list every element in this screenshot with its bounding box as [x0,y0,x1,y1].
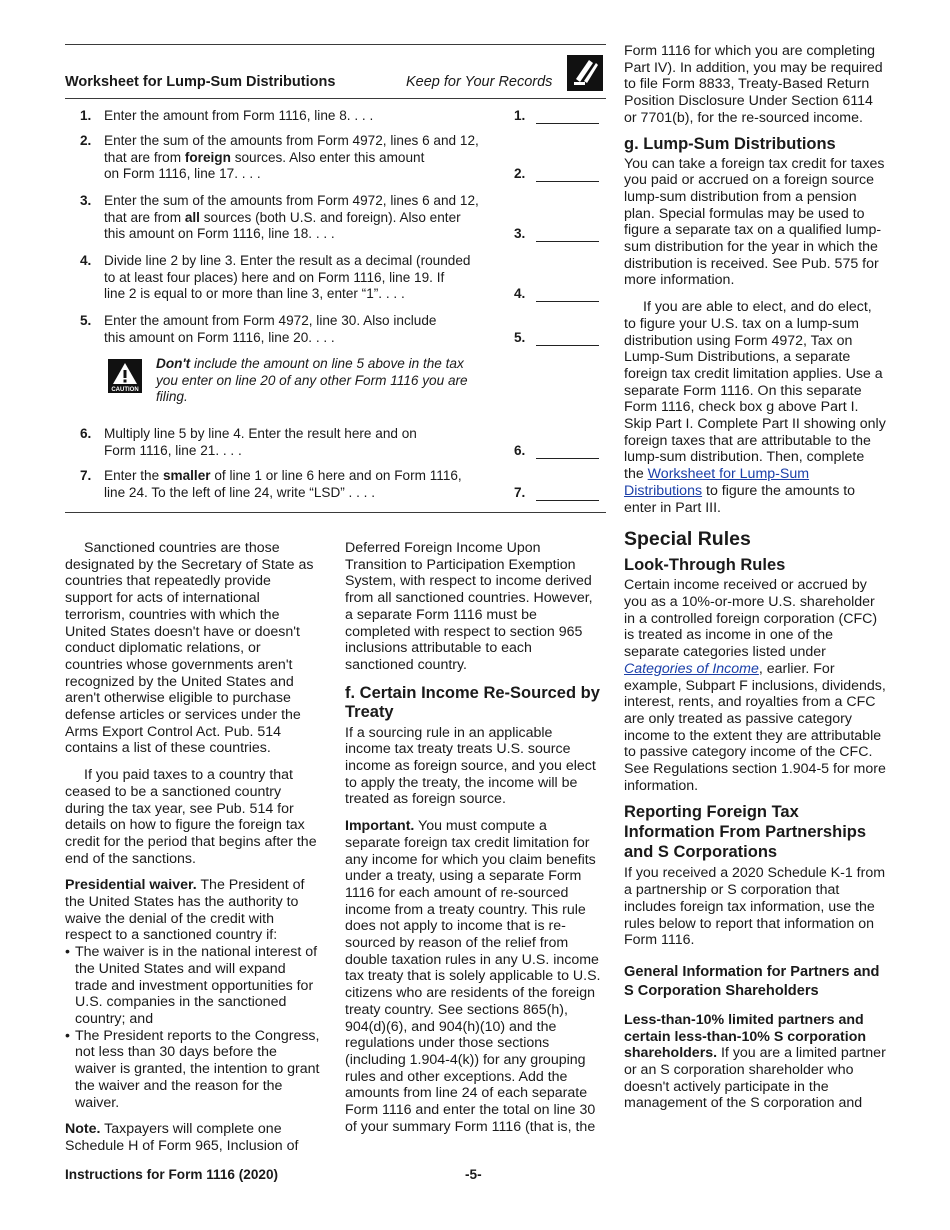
column-3 [624,43,886,1112]
answer-blank[interactable] [536,500,599,501]
line-instruction: Enter the smaller of line 1 or line 6 here and on Form 1116, line 24. To the left of line 24, write “LSD” . . . . [104,468,462,500]
line-number: 6. [80,426,92,441]
worksheet-top-rule [65,44,606,45]
line-ref-number: 7. [514,484,526,500]
line-ref-number: 5. [514,329,526,345]
answer-blank[interactable] [536,345,599,346]
caution-text: Don't include the amount on line 5 above in the tax you enter on line 20 of any other Form 1116 you are filing. [156,356,468,405]
answer-blank[interactable] [536,181,599,182]
worksheet-header-rule [65,98,606,99]
answer-blank[interactable] [536,458,599,459]
line-number: 3. [80,193,92,208]
line-instruction: Multiply line 5 by line 4. Enter the result here and on Form 1116, line 21. . . . [104,426,417,458]
line-instruction: Enter the amount from Form 1116, line 8. . . . [104,108,374,123]
schedule-k1-paragraph: If you received a 2020 Schedule K-1 from a partnership or S corporation that includes foreign tax information, use the rules below to report that information on Form 1116. [624,865,886,949]
line-number: 4. [80,253,92,268]
note-paragraph: Note. Taxpayers will complete one Schedule H of Form 965, Inclusion of [65,1121,299,1154]
deferred-income-paragraph: Deferred Foreign Income Upon Transition to Participation Exemption System, with respect to income derived from all sanctioned countries. However, a separate Form 1116 must be completed with respect to section 965 inclusions attributable to each sanctioned country. [345,540,593,673]
worksheet-keep-label: Keep for Your Records [406,74,553,90]
line-number: 7. [80,468,92,483]
line-ref-number: 6. [514,442,526,458]
waiver-bullet-1: • The waiver is in the national interest of the United States and will expand trade and investment opportunities for U.S. companies in the sanctioned country; and [65,944,321,1028]
line-number: 2. [80,133,92,148]
line-instruction: Enter the amount from Form 4972, line 30. Also include this amount on Form 1116, line 20. . . . [104,313,437,345]
line-instruction: Divide line 2 by line 3. Enter the result as a decimal (rounded to at least four places) here and on Form 1116, line 19. If line 2 is equal to or more than line 3, enter “1”. . . . [104,253,471,302]
line-ref-number: 3. [514,226,526,242]
form-8833-paragraph: Form 1116 for which you are completing Part IV). In addition, you may be required to file Form 8833, Treaty-Based Return Position Disclosure Under Section 6114 or 7701(b), for the re-sourced income. [624,43,883,126]
worksheet-bottom-rule [65,512,606,513]
look-through-paragraph: Certain income received or accrued by you as a 10%-or-more U.S. shareholder in a controlled foreign corporation (CFC) is treated as income in one of the separate categories listed under Categories of Income, earlier. For example, Subpart F inclusions, dividends, interest, rents, and royalties from a CFC are only treated as passive category income to the extent they are attributable to passive category income of the CFC. See Regulations section 1.904-5 for more information. [624,577,886,794]
answer-blank[interactable] [536,301,599,302]
line-ref-number: 4. [514,286,526,302]
caution-icon [108,359,142,393]
look-through-heading: Look-Through Rules [624,556,786,575]
column-1 [65,540,321,1155]
column-2 [345,540,601,1136]
important-paragraph: Important. You must compute a separate foreign tax credit limitation for any income for which you claim benefits under a treaty, using a separate Form 1116 for each amount of re-sourced income from a treaty country. This rule does not apply to income that is re-sourced by reason of the relief from double taxation rules in any U.S. income tax treaty that is solely applicable to U.S. citizens who are residents of the foreign treaty country. See sections 865(h), 904(d)(6), and 904(h)(10) and the regulations under those sections (including 1.904-4(k)) for any grouping rules and other exceptions. Add the amounts from line 24 of each separate Form 1116 and enter the total on line 30 of your summary Form 1116 (that is, the [345,818,601,1135]
line-instruction: Enter the sum of the amounts from Form 4972, lines 6 and 12, that are from all sources (both U.S. and foreign). Also enter this amount on Form 1116, line 18. . . . [104,193,479,242]
special-rules-heading: Special Rules [624,528,751,551]
answer-blank[interactable] [536,241,599,242]
less-than-10-paragraph: Less-than-10% limited partners and certain less-than-10% S corporation shareholders. If you are a limited partner or an S corporation shareholder who doesn't actively participate in the management of the S corporation and [624,1011,886,1112]
pen-paper-icon [567,55,603,91]
reporting-heading: Reporting Foreign Tax Information From Partnerships and S Corporations [624,803,867,862]
answer-blank[interactable] [536,123,599,124]
line-instruction: Enter the sum of the amounts from Form 4972, lines 6 and 12, that are from foreign sources. Also enter this amount on Form 1116, line 17. . . . [104,133,479,182]
worksheet-link[interactable]: Worksheet for Lump-Sum Distributions [624,466,810,499]
waiver-bullet-2: • The President reports to the Congress, not less than 30 days before the waiver is granted, the intention to grant the waiver and the reason for the waiver. [65,1028,321,1112]
categories-of-income-link[interactable]: Categories of Income [624,660,759,677]
page-number: -5- [465,1167,482,1182]
general-info-heading: General Information for Partners and S Corporation Shareholders [624,963,880,1000]
section-f-heading: f. Certain Income Re-Sourced by Treaty [345,683,600,721]
sourcing-rule-paragraph: If a sourcing rule in an applicable income tax treaty treats U.S. source income as foreign source, and you elect to apply the treaty, the income will be treated as foreign source. [345,724,596,808]
lump-sum-paragraph: You can take a foreign tax credit for taxes you paid or accrued on a foreign source lump-sum distribution from a pension plan. Special formulas may be used to figure a separate tax on a qualified lump-sum distribution for the year in which the distribution is received. See Pub. 575 for more information. [624,155,885,289]
line-number: 1. [80,108,92,123]
line-number: 5. [80,313,92,328]
presidential-waiver-paragraph: Presidential waiver. The President of the United States has the authority to waive the denial of the credit with respect to a sanctioned country if: [65,877,305,944]
footer-title: Instructions for Form 1116 (2020) [65,1167,279,1182]
section-g-heading: g. Lump-Sum Distributions [624,134,836,153]
line-ref-number: 2. [514,166,526,182]
caution-label: CAUTION [111,387,139,393]
line-ref-number: 1. [514,108,526,123]
ceased-sanction-paragraph: If you paid taxes to a country that ceased to be a sanctioned country during the tax year, see Pub. 514 for details on how to figure the foreign tax credit for the period that begins after the end of the sanctions. [65,767,317,867]
sanctioned-countries-paragraph: Sanctioned countries are those designated by the Secretary of State as countries that repeatedly provide support for acts of international terrorism, countries with which the United States doesn't have or doesn't conduct diplomatic relations, or countries whose governments aren't recognized by the United States and aren't otherwise eligible to purchase defense articles or services under the Arms Export Control Act. Pub. 514 contains a list of these countries. [65,540,314,757]
worksheet-title: Worksheet for Lump-Sum Distributions [65,74,336,90]
elect-paragraph: If you are able to elect, and do elect, to figure your U.S. tax on a lump-sum distribution using Form 4972, Tax on Lump-Sum Distributions, a separate foreign tax credit limitation applies. Use a separate Form 1116. On this separate Form 1116, check box g above Part I. Skip Part I. Complete Part II showing only foreign taxes that are attributable to the lump-sum distribution. Then, complete the Worksheet for Lump-Sum Distributions to figure the amounts to enter in Part III. [624,299,886,516]
